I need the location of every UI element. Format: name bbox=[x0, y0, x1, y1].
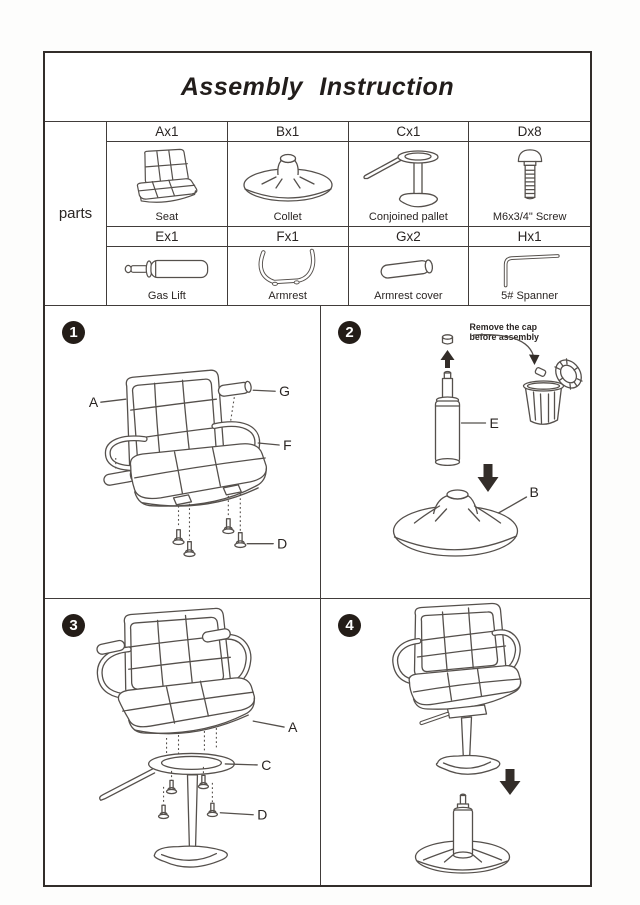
armrest-icon bbox=[242, 248, 334, 290]
parts-label-cell bbox=[45, 122, 107, 305]
step2-callout-e: E bbox=[489, 415, 499, 431]
step1-callout-f: F bbox=[283, 437, 292, 454]
step-4-badge bbox=[338, 614, 361, 637]
part-name-collet: Collet bbox=[273, 211, 302, 223]
step-1-badge bbox=[62, 321, 85, 344]
instruction-sheet bbox=[43, 51, 592, 887]
collet-icon bbox=[236, 147, 340, 207]
part-cell-gaslift bbox=[107, 247, 228, 305]
armrest-cover-icon bbox=[376, 257, 440, 281]
step1-callout-d: D bbox=[277, 535, 288, 552]
step-3-panel bbox=[45, 599, 321, 885]
step-3-number: 3 bbox=[69, 617, 78, 634]
part-name-seat: Seat bbox=[155, 211, 179, 223]
part-cell-cover bbox=[349, 247, 470, 305]
part-cell-spanner bbox=[469, 247, 590, 305]
part-cell-screw bbox=[469, 142, 590, 227]
armrest-cover-icon-box bbox=[349, 247, 469, 290]
step3-callout-c: C bbox=[261, 756, 272, 773]
screw-icon bbox=[512, 147, 548, 207]
parts-grid bbox=[107, 122, 590, 305]
step-2-diagram bbox=[321, 306, 590, 598]
title-row bbox=[45, 53, 590, 122]
parts-table bbox=[45, 122, 590, 306]
part-code-c: Cx1 bbox=[349, 122, 470, 142]
gas-lift-icon-box bbox=[107, 247, 227, 290]
part-code-h: Hx1 bbox=[469, 227, 590, 247]
step1-callout-a: A bbox=[88, 394, 99, 411]
steps-grid bbox=[45, 306, 590, 885]
step2-note-line1: Remove the cap bbox=[469, 322, 537, 332]
part-name-cover: Armrest cover bbox=[374, 290, 443, 302]
parts-label: parts bbox=[58, 205, 93, 222]
page-title: Assembly Instruction bbox=[180, 72, 455, 101]
conjoined-pallet-icon bbox=[356, 144, 460, 210]
step2-callout-b: B bbox=[529, 484, 539, 500]
part-code-e: Ex1 bbox=[107, 227, 228, 247]
spanner-icon-box bbox=[469, 247, 590, 290]
seat-icon-box bbox=[107, 142, 227, 211]
part-name-pallet: Conjoined pallet bbox=[368, 211, 448, 223]
part-cell-armrest bbox=[228, 247, 349, 305]
spanner-icon bbox=[490, 249, 570, 289]
part-code-d: Dx8 bbox=[469, 122, 590, 142]
step-2-number: 2 bbox=[345, 324, 354, 341]
step-4-diagram bbox=[321, 599, 590, 885]
step1-callout-g: G bbox=[279, 383, 290, 400]
part-code-f: Fx1 bbox=[228, 227, 349, 247]
part-name-spanner: 5# Spanner bbox=[501, 290, 559, 302]
screw-icon-box bbox=[469, 142, 590, 211]
seat-icon bbox=[121, 146, 213, 208]
part-name-armrest: Armrest bbox=[268, 290, 307, 302]
steps-row-2 bbox=[45, 599, 590, 885]
step-3-badge bbox=[62, 614, 85, 637]
part-cell-seat bbox=[107, 142, 228, 227]
step-4-number: 4 bbox=[345, 617, 354, 634]
part-name-gaslift: Gas Lift bbox=[147, 290, 186, 302]
part-code-a: Ax1 bbox=[107, 122, 228, 142]
step-1-number: 1 bbox=[69, 324, 78, 341]
step-2-panel bbox=[321, 306, 590, 598]
step-1-panel bbox=[45, 306, 321, 598]
part-cell-collet bbox=[228, 142, 349, 227]
step3-callout-d: D bbox=[257, 806, 268, 823]
part-name-screw: M6x3/4" Screw bbox=[492, 211, 567, 223]
steps-row-1 bbox=[45, 306, 590, 599]
gas-lift-icon bbox=[117, 252, 217, 286]
step2-note-line2: before assembly bbox=[469, 332, 539, 342]
part-code-g: Gx2 bbox=[349, 227, 470, 247]
collet-icon-box bbox=[228, 142, 348, 211]
armrest-icon-box bbox=[228, 247, 348, 290]
part-cell-pallet bbox=[349, 142, 470, 227]
part-code-b: Bx1 bbox=[228, 122, 349, 142]
step3-callout-a: A bbox=[288, 719, 298, 736]
conjoined-pallet-icon-box bbox=[349, 142, 469, 211]
step-1-diagram bbox=[45, 306, 320, 598]
step-2-badge bbox=[338, 321, 361, 344]
step-3-diagram bbox=[45, 599, 320, 885]
step-4-panel bbox=[321, 599, 590, 885]
